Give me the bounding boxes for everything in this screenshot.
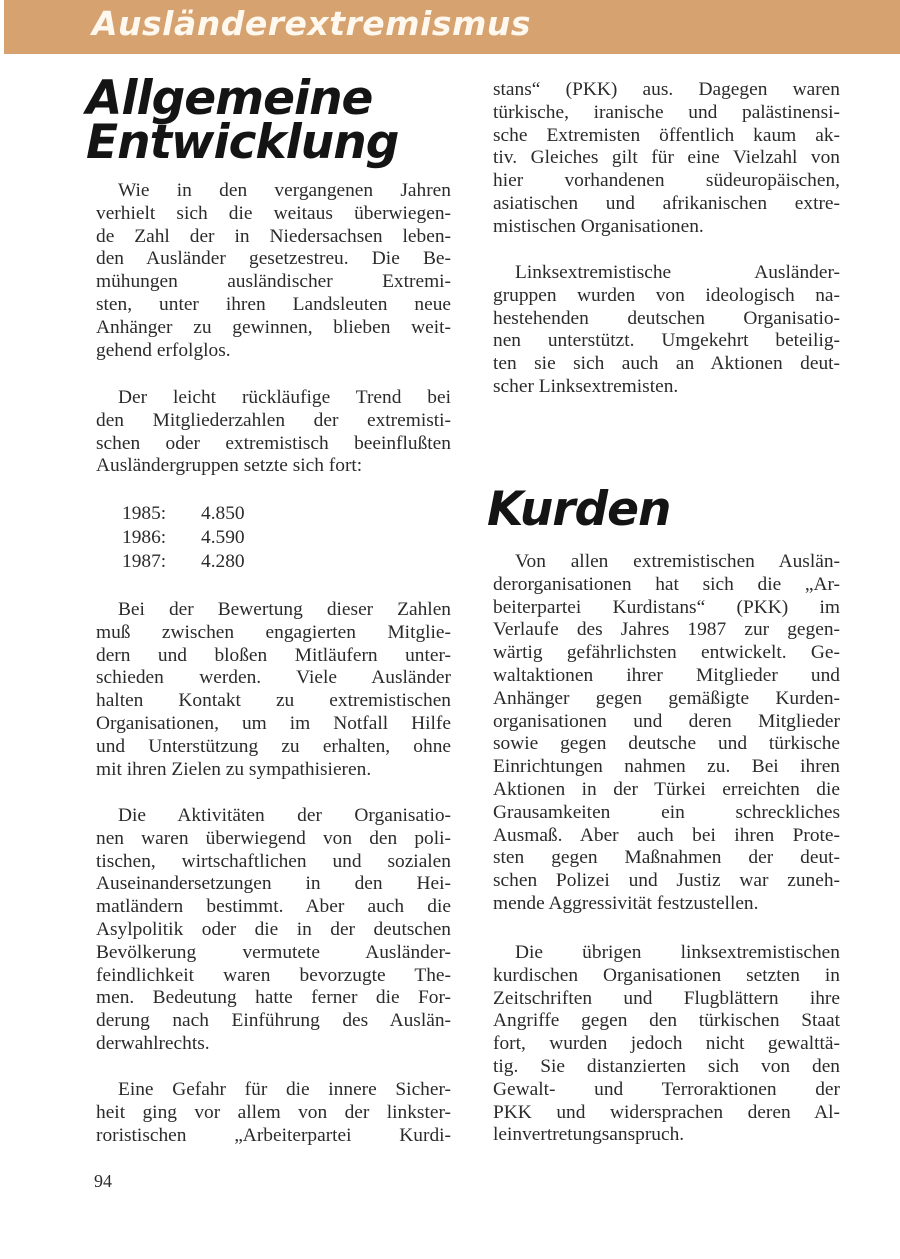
text-line: hestehenden deutschen Organisatio- (493, 307, 840, 329)
text-line: schen oder extremistisch beeinflußten (96, 432, 451, 454)
right-paragraph-4 (493, 942, 840, 1147)
stat-row (122, 526, 281, 550)
left-paragraph-4 (96, 805, 451, 1056)
text-line: sche Extremisten öffentlich kaum ak- (493, 124, 840, 146)
left-paragraph-5 (96, 1079, 451, 1147)
text-line: den Ausländer gesetzestreu. Die Be- (96, 248, 451, 270)
text-line: matländern bestimmt. Aber auch die (96, 896, 451, 918)
paragraph-lines (96, 180, 451, 362)
text-line: Linksextremistische Ausländer- (515, 262, 840, 283)
text-line: roristischen „Arbeiterpartei Kurdi- (96, 1124, 451, 1146)
right-paragraph-3 (493, 551, 840, 916)
text-line: mit ihren Zielen zu sympathisieren. (96, 758, 372, 780)
text-line: scher Linksextremisten. (493, 375, 679, 397)
section-banner (4, 0, 900, 54)
text-line: Der leicht rückläufige Trend bei (118, 387, 451, 408)
heading-line: Allgemeine (86, 71, 373, 126)
stat-row (122, 550, 281, 574)
heading-line: Entwicklung (86, 115, 399, 170)
text-line: derwahlrechts. (96, 1032, 210, 1054)
text-line: Einrichtungen nahmen zu. Bei ihren (493, 756, 840, 778)
stat-year: 1986: (122, 527, 167, 548)
stat-value: 4.590 (201, 527, 245, 548)
text-line: Eine Gefahr für die innere Sicher- (118, 1079, 451, 1100)
text-line: Angriffe gegen den türkischen Staat (493, 1010, 840, 1032)
text-line: dern und bloßen Mitläufern unter- (96, 644, 451, 666)
text-line: Asylpolitik oder die in der deutschen (96, 918, 451, 940)
heading-kurden: Kurden (487, 482, 671, 537)
text-line: gruppen wurden von ideologisch na- (493, 284, 840, 306)
text-line: muß zwischen engagierten Mitglie- (96, 621, 451, 643)
text-line: halten Kontakt zu extremistischen (96, 690, 451, 712)
paragraph-lines (493, 262, 840, 399)
text-line: PKK und widersprachen deren Al- (493, 1101, 840, 1123)
stat-year: 1987: (122, 551, 167, 572)
paragraph-lines (96, 387, 451, 478)
text-line: feindlichkeit waren bevorzugte The- (96, 964, 451, 986)
stat-year: 1985: (122, 503, 167, 524)
right-paragraph-2 (493, 262, 840, 399)
text-line: sten, unter ihren Landsleuten neue (96, 293, 451, 315)
text-line: fort, wurden jedoch nicht gewalttä- (493, 1033, 840, 1055)
text-line: nen unterstützt. Umgekehrt beteilig- (493, 330, 840, 352)
text-line: Bevölkerung vermutete Ausländer- (96, 941, 451, 963)
text-line: Wie in den vergangenen Jahren (118, 180, 451, 201)
text-line: ten sie sich auch an Aktionen deut- (493, 353, 840, 375)
text-line: derorganisationen hat sich die „Ar- (493, 573, 840, 595)
stat-value: 4.280 (201, 551, 245, 572)
text-line: hier vorhandenen südeuropäischen, (493, 170, 840, 192)
text-line: Anhänger zu gewinnen, blieben weit- (96, 316, 451, 338)
paragraph-lines (493, 551, 840, 916)
text-line: tiv. Gleiches gilt für eine Vielzahl von (493, 147, 840, 169)
text-line: den Mitgliederzahlen der extremisti- (96, 409, 451, 431)
text-line: Ausmaß. Aber auch bei ihren Prote- (493, 824, 840, 846)
text-line: Aktionen in der Türkei erreichten die (493, 778, 840, 800)
text-line: leinvertretungsanspruch. (493, 1124, 685, 1146)
text-line: kurdischen Organisationen setzten in (493, 964, 840, 986)
page-number: 94 (94, 1171, 112, 1191)
text-line: Gewalt- und Terroraktionen der (493, 1078, 840, 1100)
paragraph-lines (96, 805, 451, 1056)
text-line: verhielt sich die weitaus überwiegen- (96, 202, 451, 224)
text-line: gehend erfolglos. (96, 339, 231, 361)
text-line: mende Aggressivität festzustellen. (493, 892, 759, 914)
right-paragraph-1 (493, 79, 840, 239)
left-paragraph-1 (96, 180, 451, 362)
text-line: Grausamkeiten ein schreckliches (493, 801, 840, 823)
paragraph-lines (96, 1079, 451, 1147)
text-line: men. Bedeutung hatte ferner die For- (96, 987, 451, 1009)
paragraph-lines (493, 79, 840, 239)
heading-allgemeine-entwicklung (86, 71, 399, 170)
text-line: wärtig gefährlichsten entwickelt. Ge- (493, 642, 840, 664)
text-line: stans“ (PKK) aus. Dagegen waren (493, 79, 840, 100)
section-title: Ausländerextremismus (92, 4, 531, 43)
text-line: de Zahl der in Niedersachsen leben- (96, 225, 451, 247)
text-line: sowie gegen deutsche und türkische (493, 733, 840, 755)
text-line: sten gegen Maßnahmen der deut- (493, 847, 840, 869)
text-line: Die Aktivitäten der Organisatio- (118, 805, 451, 826)
stat-value: 4.850 (201, 503, 245, 524)
text-line: derung nach Einführung des Auslän- (96, 1010, 451, 1032)
text-line: heit ging vor allem von der linkster- (96, 1101, 451, 1123)
text-line: asiatischen und afrikanischen extre- (493, 192, 840, 214)
text-line: schieden werden. Viele Ausländer (96, 667, 451, 689)
left-paragraph-3 (96, 599, 451, 781)
text-line: beiterpartei Kurdistans“ (PKK) im (493, 596, 840, 618)
paragraph-lines (96, 599, 451, 781)
text-line: organisationen und deren Mitglieder (493, 710, 840, 732)
text-line: Verlaufe des Jahres 1987 zur gegen- (493, 619, 840, 641)
text-line: Zeitschriften und Flugblättern ihre (493, 987, 840, 1009)
text-line: Organisationen, um im Notfall Hilfe (96, 712, 451, 734)
stat-row (122, 502, 281, 526)
left-paragraph-2 (96, 387, 451, 478)
text-line: Bei der Bewertung dieser Zahlen (118, 599, 451, 620)
text-line: tig. Sie distanzierten sich von den (493, 1055, 840, 1077)
text-line: waltaktionen ihrer Mitglieder und (493, 664, 840, 686)
text-line: mistischen Organisationen. (493, 215, 704, 237)
text-line: nen waren überwiegend von den poli- (96, 827, 451, 849)
text-line: Anhänger gegen gemäßigte Kurden- (493, 687, 840, 709)
text-line: Die übrigen linksextremistischen (515, 942, 840, 963)
text-line: Von allen extremistischen Auslän- (515, 551, 840, 572)
text-line: mühungen ausländischer Extremi- (96, 271, 451, 293)
text-line: und Unterstützung zu erhalten, ohne (96, 735, 451, 757)
text-line: türkische, iranische und palästinensi- (493, 101, 840, 123)
text-line: Ausländergruppen setzte sich fort: (96, 455, 363, 477)
text-line: schen Polizei und Justiz war zuneh- (493, 870, 840, 892)
membership-stats (122, 502, 281, 574)
text-line: tischen, wirtschaftlichen und sozialen (96, 850, 451, 872)
text-line: Auseinandersetzungen in den Hei- (96, 873, 451, 895)
paragraph-lines (493, 942, 840, 1147)
